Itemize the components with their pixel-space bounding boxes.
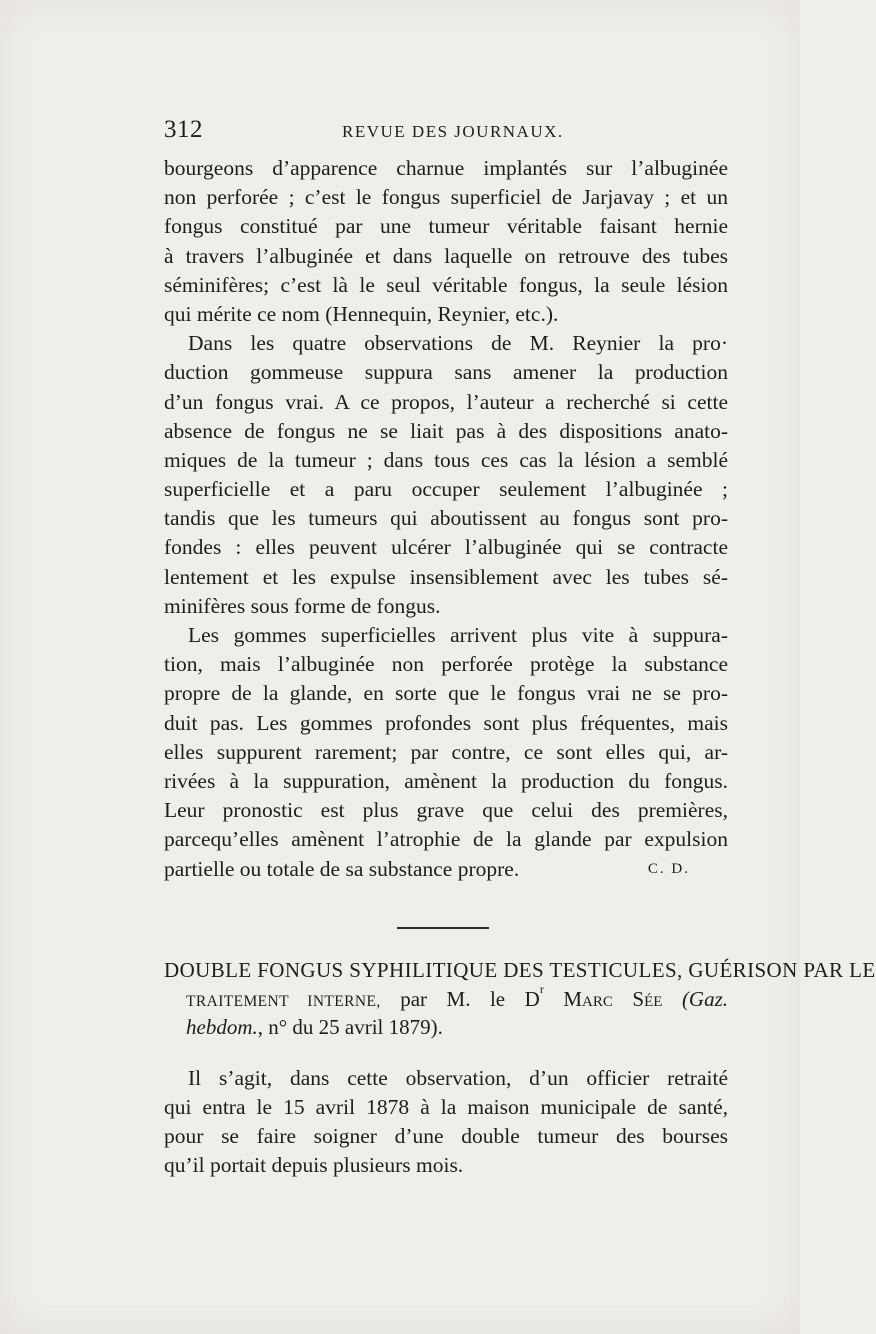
- text-line: séminifères; c’est là le seul véritable fongus, la seule lésion: [164, 272, 728, 297]
- text-line: absence de fongus ne se liait pas à des dispositions anato-: [164, 418, 728, 443]
- section-divider: [397, 927, 489, 929]
- text-line: Dans les quatre observations de M. Reynier la pro·: [188, 331, 728, 356]
- text-line: rivées à la suppuration, amènent la production du fongus.: [164, 768, 728, 793]
- dr-superscript: r: [539, 981, 544, 996]
- author-signature: C. D.: [647, 860, 690, 877]
- article-source-rest: , n° du 25 avril 1879).: [257, 1015, 443, 1039]
- article-body: [164, 1064, 728, 1180]
- article-author: Marc Sée: [563, 986, 663, 1011]
- text-line: partielle ou totale de sa substance propre.: [164, 856, 520, 881]
- text-line: fondes : elles peuvent ulcérer l’albuginée qui se contracte: [164, 535, 728, 560]
- text-line: Il s’agit, dans cette observation, d’un officier retraité: [188, 1066, 728, 1090]
- text-line: fongus constitué par une tumeur véritable faisant hernie: [164, 214, 728, 239]
- article-source-journal: hebdom.: [186, 1015, 258, 1039]
- text-line: non perforée ; c’est le fongus superficiel de Jarjavay ; et un: [164, 185, 728, 210]
- text-line: Les gommes superficielles arrivent plus vite à suppura-: [188, 623, 728, 647]
- article-title-caps: TRAITEMENT INTERNE,: [186, 992, 381, 1010]
- running-title: REVUE DES JOURNAUX.: [342, 122, 564, 141]
- text-line: bourgeons d’apparence charnue implantés sur l’albuginée: [164, 156, 728, 180]
- article-title-line-2: [164, 981, 729, 1014]
- text-line: Leur pronostic est plus grave que celui des premières,: [164, 798, 728, 823]
- article-by: par M. le D: [400, 986, 540, 1011]
- text-line: qu’il portait depuis plusieurs mois.: [164, 1153, 464, 1177]
- main-text: [164, 154, 728, 884]
- text-line-with-signature: [164, 855, 728, 884]
- text-line: minifères sous forme de fongus.: [164, 593, 441, 618]
- text-line: qui mérite ce nom (Hennequin, Reynier, etc.).: [164, 301, 559, 326]
- text-line: parcequ’elles amènent l’atrophie de la glande par expulsion: [164, 827, 728, 852]
- article-title-line-3: [164, 1013, 728, 1042]
- text-line: d’un fongus vrai. A ce propos, l’auteur a recherché si cette: [164, 389, 728, 414]
- text-line: tion, mais l’albuginée non perforée protège la substance: [164, 652, 728, 677]
- text-line: qui entra le 15 avril 1878 à la maison municipale de santé,: [164, 1095, 728, 1119]
- text-line: propre de la glande, en sorte que le fongus vrai ne se pro-: [164, 681, 728, 706]
- text-line: duction gommeuse suppura sans amener la production: [164, 360, 728, 385]
- text-line: superficielle et a paru occuper seulement l’albuginée ;: [164, 477, 728, 502]
- article-source-open: (Gaz.: [681, 986, 729, 1011]
- article-title-line-1: DOUBLE FONGUS SYPHILITIQUE DES TESTICULES, GUÉRISON PAR LE: [164, 958, 876, 982]
- text-line: à travers l’albuginée et dans laquelle on retrouve des tubes: [164, 243, 728, 268]
- text-line: tandis que les tumeurs qui aboutissent au fongus sont pro-: [164, 506, 728, 531]
- page-number: 312: [164, 116, 203, 143]
- text-line: lentement et les expulse insensiblement avec les tubes sé-: [164, 564, 728, 589]
- text-line: elles suppurent rarement; par contre, ce sont elles qui, ar-: [164, 739, 728, 764]
- text-line: pour se faire soigner d’une double tumeur des bourses: [164, 1124, 728, 1148]
- text-line: miques de la tumeur ; dans tous ces cas la lésion a semblé: [164, 447, 728, 472]
- article-heading: [164, 956, 876, 1042]
- page-header: [164, 116, 728, 150]
- text-line: duit pas. Les gommes profondes sont plus fréquentes, mais: [164, 710, 728, 735]
